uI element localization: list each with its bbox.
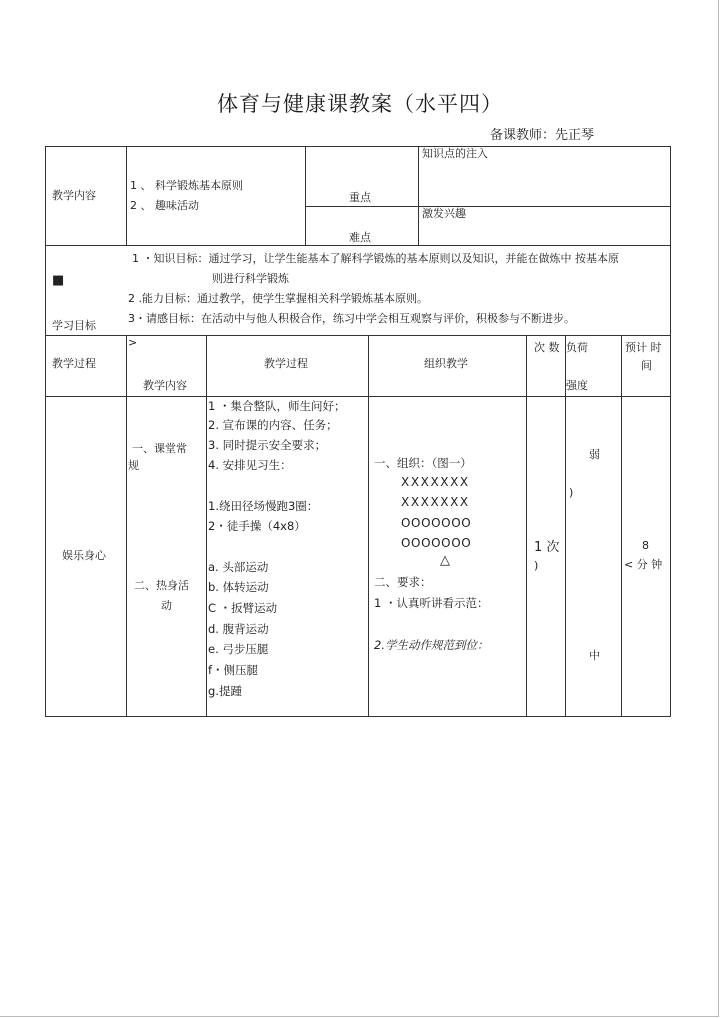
exercise-item: g.提踵 (208, 684, 242, 698)
line-r3-b (206, 335, 207, 717)
step-item: 2. 宣布课的内容、任务； (208, 418, 338, 432)
line-r3-f (621, 335, 622, 717)
formation-row: OOOOOOO (401, 536, 472, 550)
exercise-item: d. 腹背运动 (208, 622, 269, 636)
load-medium: 中 (589, 649, 600, 662)
exercise-item: e. 弓步压腿 (208, 642, 269, 656)
step-item: 4. 安排见习生： (208, 458, 292, 472)
teacher-position-icon: △ (440, 553, 450, 568)
line-right (670, 146, 671, 717)
header-load: 负荷 (566, 341, 588, 354)
section-title: 娱乐身心 (62, 549, 106, 562)
formation-row: XXXXXXX (401, 495, 470, 509)
part-warmup-cont: 动 (161, 599, 172, 612)
key-point-value: 知识点的注入 (422, 147, 488, 160)
header-time-cont: 间 (641, 359, 652, 372)
count-mark: ) (534, 559, 539, 572)
load-weak: 弱 (589, 448, 600, 461)
line-left (45, 146, 46, 717)
line-r3-d (526, 335, 527, 717)
line-r3-c (368, 335, 369, 717)
exercise-item: C ・扳臂运动 (208, 601, 278, 615)
goals-label: 学习目标 (52, 319, 96, 332)
line-r1-c (418, 146, 419, 246)
step-item: 3. 同时提示安全要求； (208, 438, 327, 452)
exercise-item: f・侧压腿 (208, 663, 259, 677)
difficulty-value: 激发兴趣 (422, 207, 466, 220)
header-content: 教学内容 (143, 379, 187, 392)
difficulty-label: 难点 (349, 231, 371, 244)
part-routine: 一、课堂常 (132, 442, 187, 455)
requirements-title: 二、要求： (374, 575, 432, 589)
goal-knowledge: 1 ・知识目标：通过学习，让学生能基本了解科学锻炼的基本原则以及知识，并能在做炼中 按基本原 (132, 252, 619, 265)
goal-ability: 2 .能力目标：通过教学，使学生掌握相关科学锻炼基本原则。 (128, 292, 428, 305)
content-item: 1 、 科学锻炼基本原则 (130, 179, 243, 192)
load-mark: ) (569, 486, 574, 499)
time-value: 8 (642, 539, 649, 552)
warmup-item: 1.绕田径场慢跑3圈： (208, 499, 319, 513)
requirement-item: 1 ・认真听讲看示范： (374, 596, 489, 610)
count-value: 1 次 (534, 540, 560, 555)
part-routine-cont: 规 (128, 459, 139, 472)
exercise-item: a. 头部运动 (208, 560, 269, 574)
step-item: 1 ・集合整队，师生问好； (208, 399, 346, 413)
teacher-name: 备课教师：先正琴 (490, 128, 595, 143)
header-process: 教学过程 (52, 357, 96, 370)
line-row3-bottom (45, 396, 671, 397)
time-unit: < 分 钟 (624, 558, 663, 571)
page-title: 体育与健康课教案（水平四） (217, 92, 503, 116)
formation-row: OOOOOOO (401, 516, 472, 530)
header-time: 预计 时 (625, 341, 662, 354)
header-intensity: 强度 (566, 379, 588, 392)
line-r1-b (305, 146, 306, 246)
line-r1-a (126, 146, 127, 246)
line-row2-bottom (45, 335, 671, 336)
goal-knowledge-cont: 则进行科学锻炼 (212, 272, 289, 285)
header-organization: 组织教学 (424, 357, 468, 370)
bullet-marker: ■ (52, 273, 65, 288)
organization-title: 一、组织：（图一） (374, 456, 472, 470)
exercise-item: b. 体转运动 (208, 580, 269, 594)
header-count: 次 数 (534, 341, 560, 354)
line-top (45, 146, 671, 147)
key-point-label: 重点 (349, 191, 371, 204)
line-bottom (45, 716, 671, 717)
part-warmup: 二、热身活 (134, 579, 189, 592)
warmup-item: 2・徒手操（4x8） (208, 519, 306, 533)
goal-emotion: 3・请感目标：在活动中与他人积极合作，练习中学会相互观察与评价，积极参与不断进步。 (128, 312, 575, 325)
content-item: 2 、 趣味活动 (130, 199, 199, 212)
content-label: 教学内容 (52, 189, 96, 202)
formation-row: XXXXXXX (401, 475, 470, 489)
header-teaching-process: 教学过程 (264, 357, 308, 370)
header-mark: > (128, 336, 138, 349)
requirement-item: 2.学生动作规范到位： (374, 638, 489, 652)
line-r3-a (126, 335, 127, 717)
